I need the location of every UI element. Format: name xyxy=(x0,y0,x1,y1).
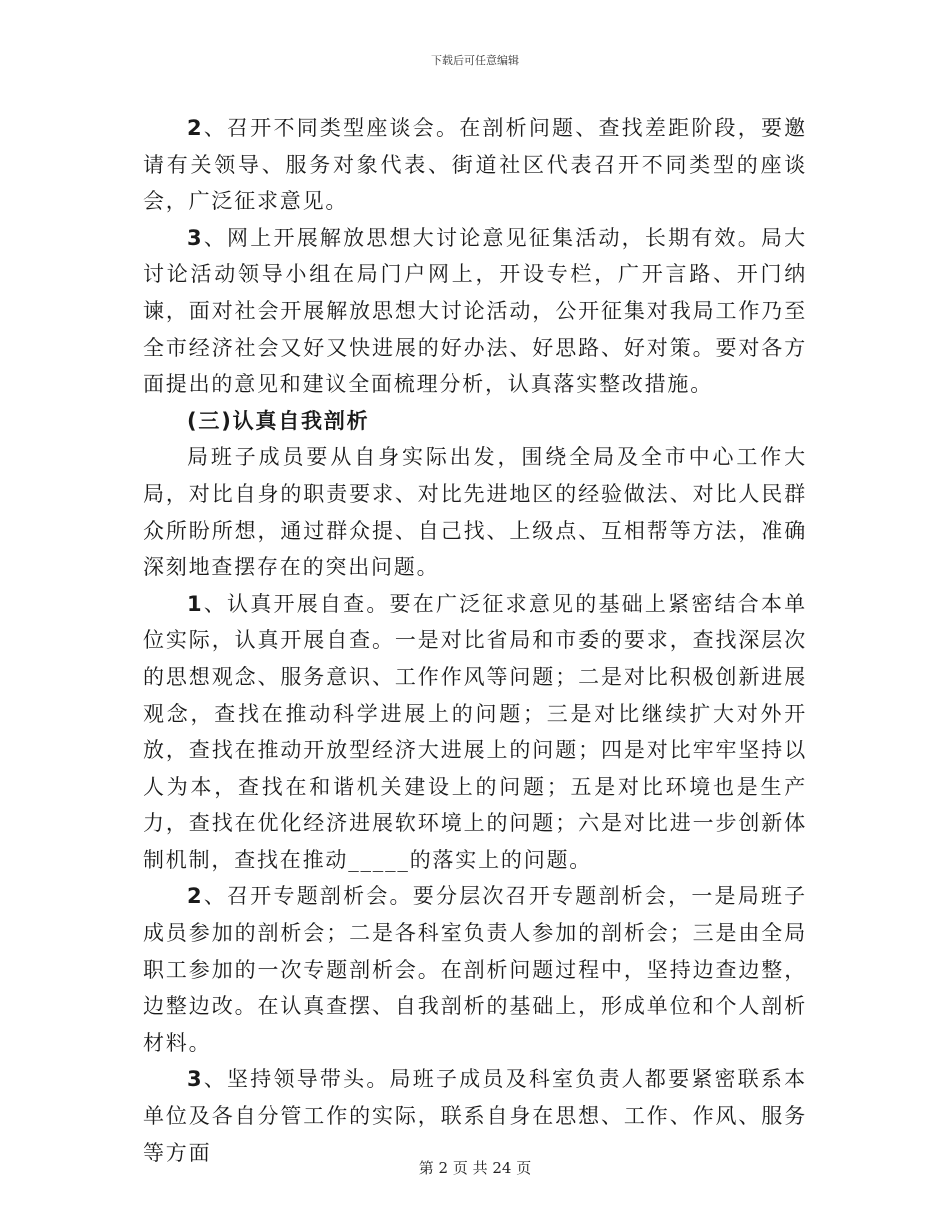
paragraph xyxy=(143,1061,807,1171)
page-header: 下载后可任意编辑 xyxy=(431,54,519,67)
paragraph xyxy=(143,878,807,1061)
paragraph-text: 、网上开展解放思想大讨论意见征集活动，长期有效。局大讨论活动领导小组在局门户网上，开设专栏，广开言路、开门纳谏，面对社会开展解放思想大讨论活动，公开征集对我局工作乃至全市经济社会又好又快进展的好办法、好思路、好对策。要对各方面提出的意见和建议全面梳理分析，认真落实整改措施。 xyxy=(143,225,807,397)
paragraph xyxy=(143,439,807,585)
document-body xyxy=(143,110,807,1171)
section-heading: (三)认真自我剖析 xyxy=(187,408,370,433)
paragraph-text: 、认真开展自查。要在广泛征求意见的基础上紧密结合本单位实际，认真开展自查。一是对比省局和市委的要求，查找深层次的思想观念、服务意识、工作作风等问题；二是对比积极创新进展观念，查找在推动科学进展上的问题；三是对比继续扩大对外开放，查找在推动开放型经济大进展上的问题；四是对比牢牢坚持以人为本，查找在和谐机关建设上的问题；五是对比环境也是生产力，查找在优化经济进展软环境上的问题；六是对比进一步创新体制机制，查找在推动_____的落实上的问题。 xyxy=(143,591,807,872)
item-number: 2 xyxy=(187,116,204,140)
paragraph-text: 局班子成员要从自身实际出发，围绕全局及全市中心工作大局，对比自身的职责要求、对比先进地区的经验做法、对比人民群众所盼所想，通过群众提、自己找、上级点、互相帮等方法，准确深刻地查摆存在的突出问题。 xyxy=(143,445,807,580)
paragraph xyxy=(143,586,807,879)
item-number: 3 xyxy=(187,225,204,250)
paragraph-text: 、坚持领导带头。局班子成员及科室负责人都要紧密联系本单位及各自分管工作的实际，联系自身在思想、工作、作风、服务等方面 xyxy=(143,1067,807,1165)
paragraph-text: 、召开不同类型座谈会。在剖析问题、查找差距阶段，要邀请有关领导、服务对象代表、街道社区代表召开不同类型的座谈会，广泛征求意见。 xyxy=(143,116,807,214)
item-number: 2 xyxy=(187,884,204,909)
paragraph-text: 、召开专题剖析会。要分层次召开专题剖析会，一是局班子成员参加的剖析会；二是各科室负责人参加的剖析会；三是由全局职工参加的一次专题剖析会。在剖析问题过程中，坚持边查边整，边整边改。在认真查摆、自我剖析的基础上，形成单位和个人剖析材料。 xyxy=(143,884,807,1055)
item-number: 3 xyxy=(187,1067,204,1092)
page-footer: 第 2 页 共 24 页 xyxy=(418,1159,532,1177)
paragraph xyxy=(143,110,807,220)
item-number: 1 xyxy=(187,591,204,616)
paragraph xyxy=(143,220,807,403)
